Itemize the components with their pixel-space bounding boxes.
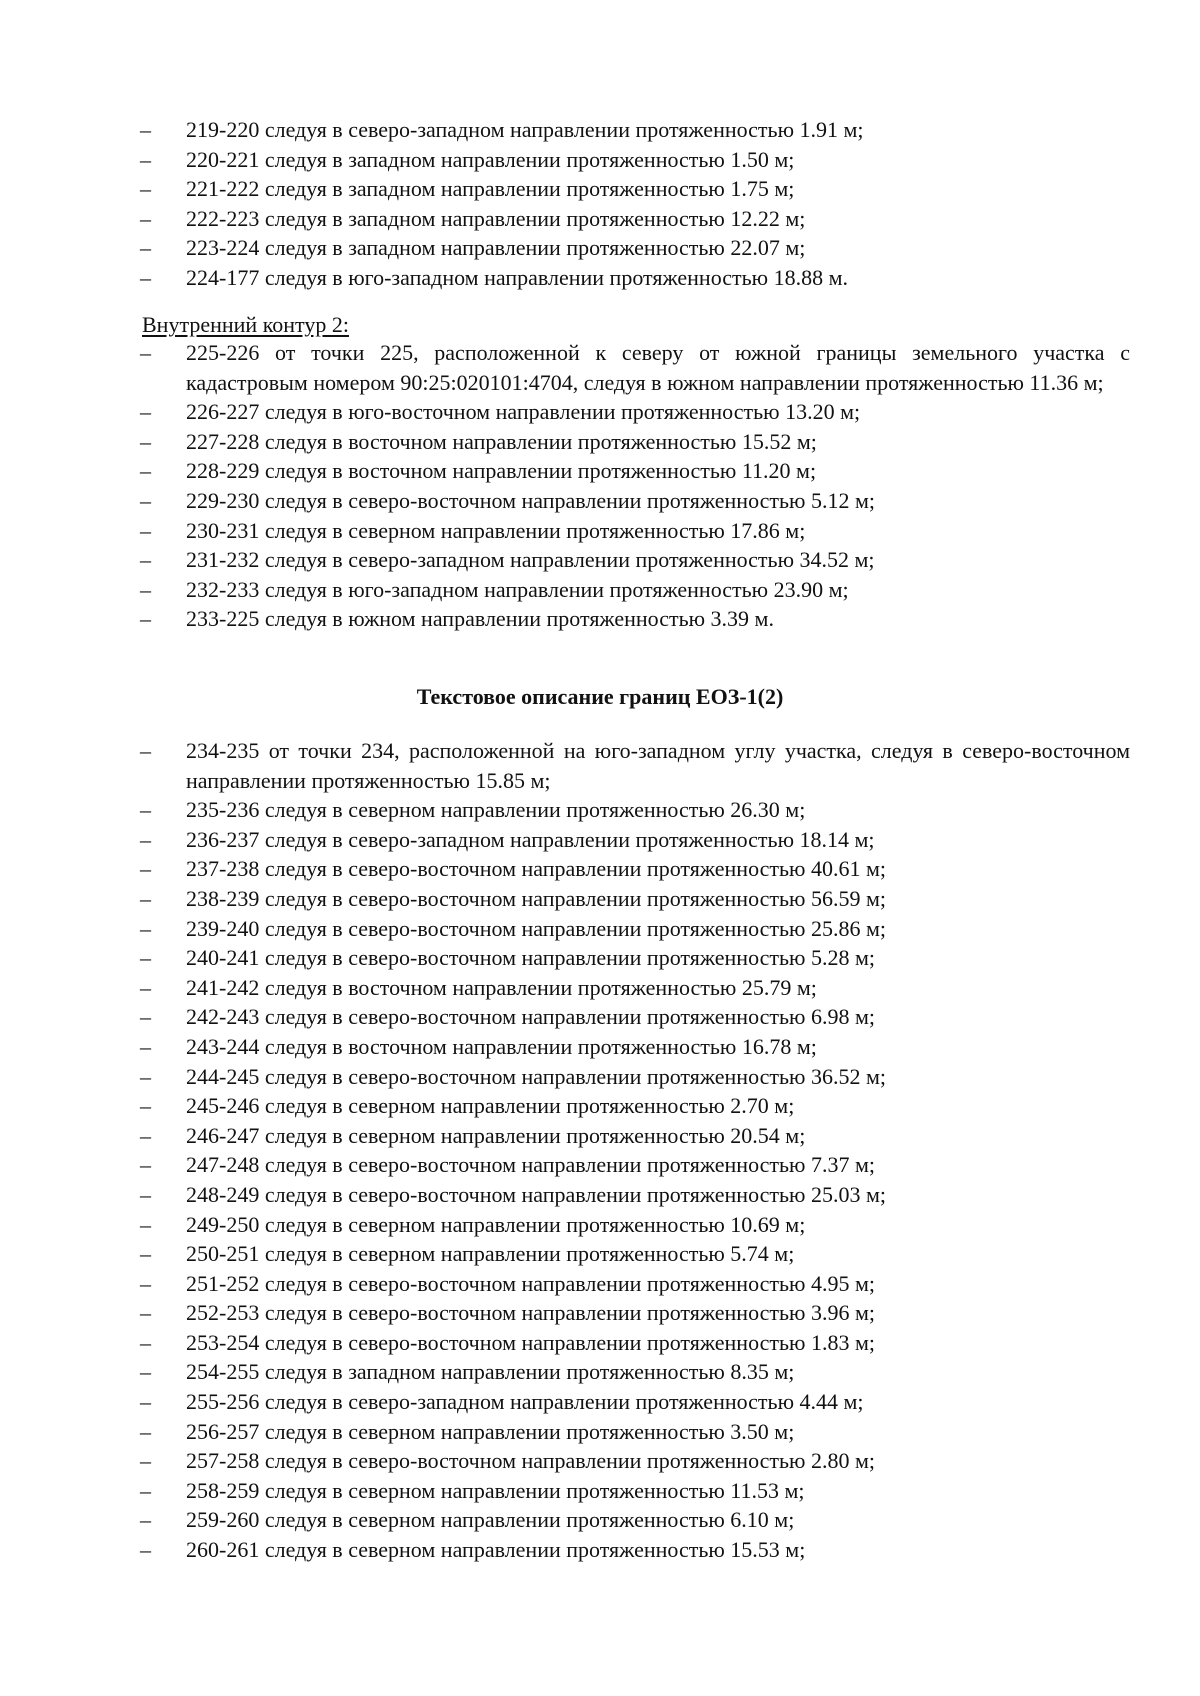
list-item bbox=[140, 204, 1130, 234]
list-item bbox=[140, 263, 1130, 293]
list-item bbox=[140, 854, 1130, 884]
list-item bbox=[140, 795, 1130, 825]
bullet-dash: – bbox=[140, 1152, 151, 1178]
list-item bbox=[140, 1269, 1130, 1299]
bullet-dash: – bbox=[140, 1063, 151, 1089]
list-item-text: 220-221 следуя в западном направлении протяженностью 1.50 м; bbox=[186, 146, 795, 172]
list-item-text: 255-256 следуя в северо-западном направлении протяженностью 4.44 м; bbox=[186, 1389, 864, 1415]
segment-list-inner-contour bbox=[140, 338, 1130, 634]
list-item-text: 246-247 следуя в северном направлении протяженностью 20.54 м; bbox=[186, 1122, 806, 1148]
list-item bbox=[140, 1387, 1130, 1417]
list-item bbox=[140, 604, 1130, 634]
bullet-dash: – bbox=[140, 1004, 151, 1030]
list-item bbox=[140, 427, 1130, 457]
list-item bbox=[140, 338, 1130, 397]
list-item bbox=[140, 1505, 1130, 1535]
bullet-dash: – bbox=[140, 117, 151, 142]
list-item-text: 241-242 следуя в восточном направлении протяженностью 25.79 м; bbox=[186, 974, 817, 1000]
bullet-dash: – bbox=[140, 1122, 151, 1148]
bullet-dash: – bbox=[140, 1477, 151, 1503]
list-item-text: 251-252 следуя в северо-восточном направлении протяженностью 4.95 м; bbox=[186, 1270, 876, 1296]
bullet-dash: – bbox=[140, 974, 151, 1000]
bullet-dash: – bbox=[140, 826, 151, 852]
list-item-text: 238-239 следуя в северо-восточном направлении протяженностью 56.59 м; bbox=[186, 885, 887, 911]
list-item bbox=[140, 1091, 1130, 1121]
list-item bbox=[140, 115, 1130, 145]
list-item bbox=[140, 884, 1130, 914]
list-item bbox=[140, 575, 1130, 605]
list-item-text: 230-231 следуя в северном направлении протяженностью 17.86 м; bbox=[186, 517, 806, 543]
list-item-text: 235-236 следуя в северном направлении протяженностью 26.30 м; bbox=[186, 797, 806, 823]
bullet-dash: – bbox=[140, 915, 151, 941]
segment-list-eoz bbox=[140, 736, 1130, 1565]
list-item bbox=[140, 174, 1130, 204]
list-item bbox=[140, 1328, 1130, 1358]
list-item-text: 233-225 следуя в южном направлении протяженностью 3.39 м. bbox=[186, 606, 774, 632]
list-item bbox=[140, 1298, 1130, 1328]
bullet-dash: – bbox=[140, 1033, 151, 1059]
list-item-text: 226-227 следуя в юго-восточном направлении протяженностью 13.20 м; bbox=[186, 399, 861, 425]
list-item bbox=[140, 943, 1130, 973]
bullet-dash: – bbox=[140, 1389, 151, 1415]
list-item-text: 227-228 следуя в восточном направлении протяженностью 15.52 м; bbox=[186, 428, 817, 454]
bullet-dash: – bbox=[140, 1418, 151, 1444]
list-item-text: 259-260 следуя в северном направлении протяженностью 6.10 м; bbox=[186, 1507, 795, 1533]
bullet-dash: – bbox=[140, 146, 151, 172]
list-item bbox=[140, 1476, 1130, 1506]
bullet-dash: – bbox=[140, 264, 151, 290]
list-item bbox=[140, 1150, 1130, 1180]
list-item-text: 245-246 следуя в северном направлении протяженностью 2.70 м; bbox=[186, 1093, 795, 1119]
bullet-dash: – bbox=[140, 458, 151, 484]
list-item-text: 250-251 следуя в северном направлении протяженностью 5.74 м; bbox=[186, 1241, 795, 1267]
list-item bbox=[140, 1062, 1130, 1092]
list-item-text: 254-255 следуя в западном направлении протяженностью 8.35 м; bbox=[186, 1359, 795, 1385]
list-item bbox=[140, 1002, 1130, 1032]
list-item-text: 247-248 следуя в северо-восточном направлении протяженностью 7.37 м; bbox=[186, 1152, 876, 1178]
list-item bbox=[140, 1032, 1130, 1062]
list-item-text: 219-220 следуя в северо-западном направлении протяженностью 1.91 м; bbox=[186, 117, 864, 142]
bullet-dash: – bbox=[140, 235, 151, 261]
list-item-text: 244-245 следуя в северо-восточном направлении протяженностью 36.52 м; bbox=[186, 1063, 887, 1089]
list-item-text: 256-257 следуя в северном направлении протяженностью 3.50 м; bbox=[186, 1418, 795, 1444]
list-item-text: 229-230 следуя в северо-восточном направлении протяженностью 5.12 м; bbox=[186, 487, 876, 513]
list-item bbox=[140, 516, 1130, 546]
list-item-text: 221-222 следуя в западном направлении протяженностью 1.75 м; bbox=[186, 176, 795, 202]
list-item-text: 258-259 следуя в северном направлении протяженностью 11.53 м; bbox=[186, 1477, 805, 1503]
bullet-dash: – bbox=[140, 606, 151, 632]
list-item-text: 223-224 следуя в западном направлении протяженностью 22.07 м; bbox=[186, 235, 806, 261]
list-item bbox=[140, 914, 1130, 944]
list-item bbox=[140, 1121, 1130, 1151]
list-item bbox=[140, 486, 1130, 516]
list-item bbox=[140, 145, 1130, 175]
segment-list-outer bbox=[140, 115, 1130, 293]
list-item-text: 225-226 от точки 225, расположенной к северу от южной границы земельного участка с кадастровым номером 90:25:020101:4704, следуя в южном направлении протяженностью 11.36 м; bbox=[186, 340, 1130, 395]
list-item-text: 257-258 следуя в северо-восточном направлении протяженностью 2.80 м; bbox=[186, 1448, 876, 1474]
list-item-text: 252-253 следуя в северо-восточном направлении протяженностью 3.96 м; bbox=[186, 1300, 876, 1326]
list-item-text: 231-232 следуя в северо-западном направлении протяженностью 34.52 м; bbox=[186, 547, 875, 573]
list-item bbox=[140, 456, 1130, 486]
list-item-text: 224-177 следуя в юго-западном направлении протяженностью 18.88 м. bbox=[186, 264, 849, 290]
list-item bbox=[140, 233, 1130, 263]
list-item bbox=[140, 1417, 1130, 1447]
bullet-dash: – bbox=[140, 205, 151, 231]
bullet-dash: – bbox=[140, 797, 151, 823]
list-item bbox=[140, 397, 1130, 427]
list-item bbox=[140, 1446, 1130, 1476]
list-item-text: 232-233 следуя в юго-западном направлении протяженностью 23.90 м; bbox=[186, 576, 849, 602]
list-item bbox=[140, 825, 1130, 855]
list-item-text: 260-261 следуя в северном направлении протяженностью 15.53 м; bbox=[186, 1537, 806, 1563]
list-item-text: 237-238 следуя в северо-восточном направлении протяженностью 40.61 м; bbox=[186, 856, 887, 882]
list-item-text: 253-254 следуя в северо-восточном направлении протяженностью 1.83 м; bbox=[186, 1329, 876, 1355]
list-item bbox=[140, 1357, 1130, 1387]
bullet-dash: – bbox=[140, 1448, 151, 1474]
bullet-dash: – bbox=[140, 340, 151, 365]
bullet-dash: – bbox=[140, 1507, 151, 1533]
list-item-text: 239-240 следуя в северо-восточном направлении протяженностью 25.86 м; bbox=[186, 915, 887, 941]
list-item-text: 240-241 следуя в северо-восточном направлении протяженностью 5.28 м; bbox=[186, 945, 876, 971]
bullet-dash: – bbox=[140, 1300, 151, 1326]
bullet-dash: – bbox=[140, 1211, 151, 1237]
section-title: Текстовое описание границ ЕОЗ-1(2) bbox=[416, 684, 784, 709]
bullet-dash: – bbox=[140, 487, 151, 513]
list-item bbox=[140, 973, 1130, 1003]
bullet-dash: – bbox=[140, 856, 151, 882]
bullet-dash: – bbox=[140, 576, 151, 602]
bullet-dash: – bbox=[140, 547, 151, 573]
bullet-dash: – bbox=[140, 399, 151, 425]
list-item-text: 222-223 следуя в западном направлении протяженностью 12.22 м; bbox=[186, 205, 806, 231]
bullet-dash: – bbox=[140, 945, 151, 971]
bullet-dash: – bbox=[140, 1181, 151, 1207]
list-item bbox=[140, 1180, 1130, 1210]
list-item-text: 242-243 следуя в северо-восточном направлении протяженностью 6.98 м; bbox=[186, 1004, 876, 1030]
list-item bbox=[140, 545, 1130, 575]
bullet-dash: – bbox=[140, 1537, 151, 1563]
bullet-dash: – bbox=[140, 428, 151, 454]
list-item bbox=[140, 1239, 1130, 1269]
list-item-text: 248-249 следуя в северо-восточном направлении протяженностью 25.03 м; bbox=[186, 1181, 887, 1207]
list-item bbox=[140, 1210, 1130, 1240]
list-item bbox=[140, 736, 1130, 795]
list-item-text: 249-250 следуя в северном направлении протяженностью 10.69 м; bbox=[186, 1211, 806, 1237]
list-item-text: 234-235 от точки 234, расположенной на юго-западном углу участка, следуя в северо-восточном направлении протяженностью 15.85 м; bbox=[186, 738, 1130, 793]
bullet-dash: – bbox=[140, 176, 151, 202]
bullet-dash: – bbox=[140, 1241, 151, 1267]
list-item-text: 236-237 следуя в северо-западном направлении протяженностью 18.14 м; bbox=[186, 826, 875, 852]
list-item bbox=[140, 1535, 1130, 1565]
bullet-dash: – bbox=[140, 517, 151, 543]
list-item-text: 228-229 следуя в восточном направлении протяженностью 11.20 м; bbox=[186, 458, 817, 484]
bullet-dash: – bbox=[140, 738, 151, 763]
bullet-dash: – bbox=[140, 1329, 151, 1355]
bullet-dash: – bbox=[140, 885, 151, 911]
bullet-dash: – bbox=[140, 1270, 151, 1296]
bullet-dash: – bbox=[140, 1093, 151, 1119]
bullet-dash: – bbox=[140, 1359, 151, 1385]
list-item-text: 243-244 следуя в восточном направлении протяженностью 16.78 м; bbox=[186, 1033, 817, 1059]
inner-contour-heading: Внутренний контур 2: bbox=[142, 312, 349, 337]
